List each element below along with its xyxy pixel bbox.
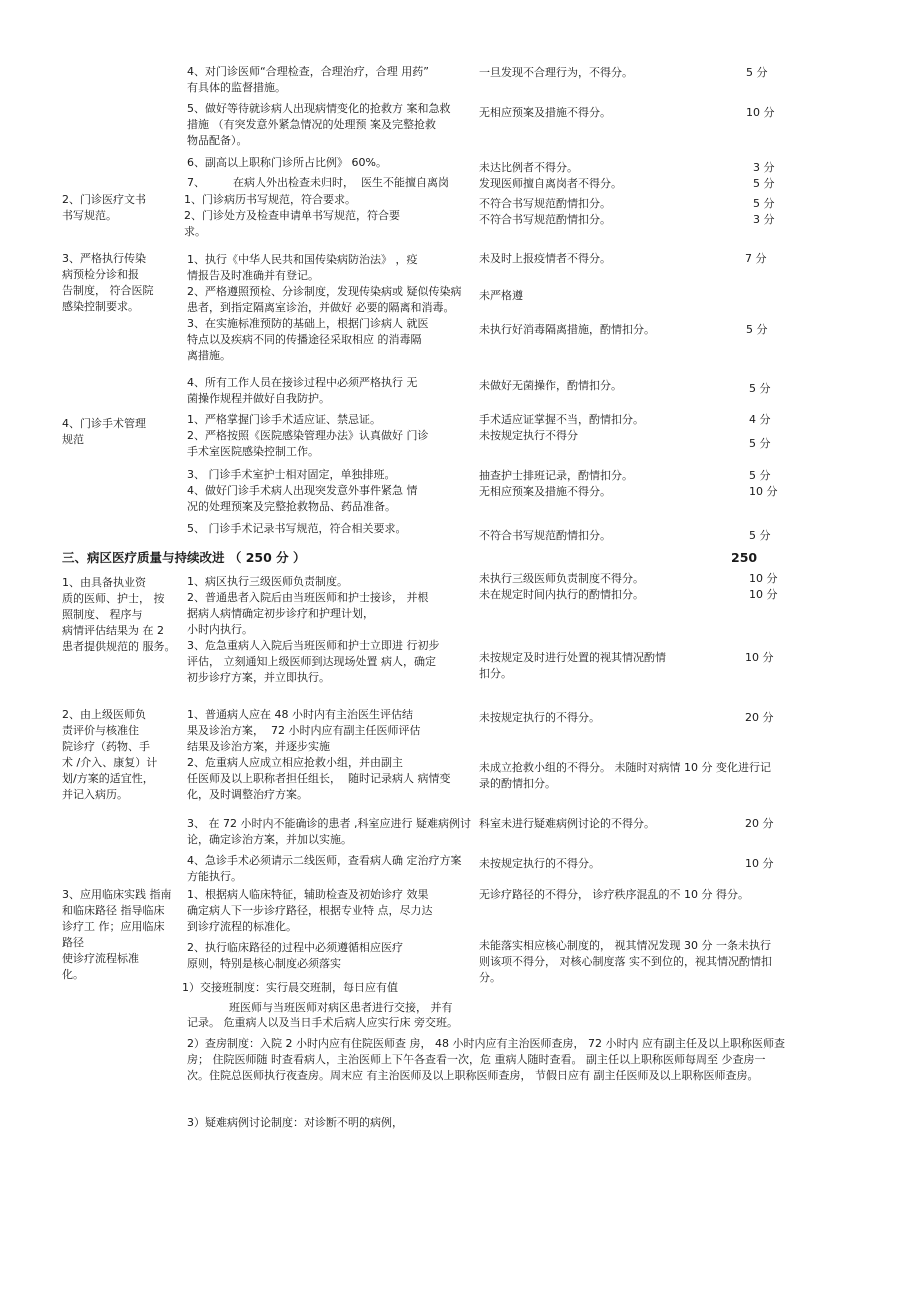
text-block-r19: 未严格遵 — [479, 289, 523, 302]
text-block-r06: 10 分 — [746, 106, 775, 119]
text-block-r52: 4、急诊手术必须请示二线医师，查看病人确 定治疗方案 方能执行。 — [187, 854, 462, 883]
text-block-r35: 5 分 — [749, 529, 771, 542]
text-block-r62: 记录。 危重病人以及当日手术后病人应实行床 旁交班。 — [187, 1016, 458, 1029]
text-block-r16: 1、执行《中华人民共和国传染病防治法》 ，疫 情报告及时准确并有登记。 2、严格遵照预检、分诊制度，发现传染病或 疑似传染病 患者，到指定隔离室诊治，并做好 必要的隔离和消毒。 3、在实施标准预防的基础上，根据门诊病人 就医 特点以及疾病不同的传播途径采取相应 的消毒隔 离措施。 — [187, 253, 462, 362]
text-block-r53: 未按规定执行的不得分。 — [479, 857, 600, 870]
text-block-r55: 3、应用临床实践 指南 和临床路径 指导临床 诊疗工 作；应用临床 路径 使诊疗流程标准 化。 — [62, 888, 172, 981]
text-block-r46: 未按规定执行的不得分。 — [479, 711, 600, 724]
text-block-r36: 三、病区医疗质量与持续改进 （ 250 分 ） — [62, 550, 306, 565]
text-block-r27: 手术适应证掌握不当，酌情扣分。 未按规定执行不得分 — [479, 413, 644, 442]
text-block-r08: 7、 在病人外出检查未归时， 医生不能擅自离岗 — [187, 176, 449, 189]
text-block-r18: 7 分 — [745, 252, 767, 265]
text-block-r25: 4、门诊手术管理 规范 — [62, 417, 146, 446]
text-block-r11: 2、门诊医疗文书 书写规范。 — [62, 193, 146, 222]
text-block-r51: 20 分 — [745, 817, 774, 830]
text-block-r32: 5 分 10 分 — [749, 469, 778, 498]
text-block-r57: 无诊疗路径的不得分， 诊疗秩序混乱的不 10 分 得分。 — [479, 888, 749, 901]
text-block-r34: 不符合书写规范酌情扣分。 — [479, 529, 611, 542]
text-block-r64: 3）疑难病例讨论制度：对诊断不明的病例， — [187, 1116, 403, 1129]
text-block-r24: 5 分 — [749, 382, 771, 395]
text-block-r05: 无相应预案及措施不得分。 — [479, 106, 611, 119]
text-block-r49: 3、 在 72 小时内不能确诊的患者 ,科室应进行 疑难病例讨 论，确定诊治方案，并加以实施。 — [187, 817, 471, 846]
text-block-r61: 班医师与当班医师对病区患者进行交接， 并有 — [229, 1001, 453, 1014]
text-block-r20: 未执行好消毒隔离措施，酌情扣分。 — [479, 323, 655, 336]
text-block-r44: 2、由上级医师负 责评价与核准住 院诊疗（药物、手 术 /介入、康复）计 划/方案的适宜性， 并记入病历。 — [62, 708, 158, 801]
text-block-r37: 250 — [731, 550, 758, 565]
text-block-r09: 未达比例者不得分。 发现医师擅自离岗者不得分。 — [479, 161, 622, 190]
text-block-r15: 3、严格执行传染 病预检分诊和报 告制度， 符合医院 感染控制要求。 — [62, 252, 154, 313]
text-block-r33: 5、 门诊手术记录书写规范，符合相关要求。 — [187, 522, 407, 535]
text-block-r39: 1、病区执行三级医师负责制度。 2、普通患者入院后由当班医师和护士接诊， 并根 据病人病情确定初步诊疗和护理计划， 小时内执行。 3、危急重病人入院后当班医师和护士立即进 行初步 评估， 立刻通知上级医师到达现场处置 病人，确定 初步诊疗方案，并立即执行。 — [187, 575, 440, 684]
text-block-r02: 一旦发现不合理行为，不得分。 — [479, 66, 633, 79]
text-block-r21: 5 分 — [746, 323, 768, 336]
text-block-r41: 10 分 10 分 — [749, 572, 778, 601]
text-block-r38: 1、由具备执业资 质的医师、护士， 按 照制度、 程序与 病情评估结果为 在 2 患者提供规范的 服务。 — [62, 576, 176, 653]
text-block-r22: 4、所有工作人员在接诊过程中必须严格执行 无 菌操作规程并做好自我防护。 — [187, 376, 418, 405]
text-block-r03: 5 分 — [746, 66, 768, 79]
text-block-r23: 未做好无菌操作，酌情扣分。 — [479, 379, 622, 392]
text-block-r50: 科室未进行疑难病例讨论的不得分。 — [479, 817, 655, 830]
text-block-r10: 3 分 5 分 — [753, 161, 775, 190]
text-block-r60: 1）交接班制度：实行晨交班制，每日应有值 — [182, 981, 398, 994]
text-block-r45: 1、普通病人应在 48 小时内有主治医生评估结 果及诊治方案， 72 小时内应有副主任医师评估 结果及诊治方案，并逐步实施 2、危重病人应成立相应抢救小组，并由副主 任医师及以上职称者担任组长， 随时记录病人 病情变 化，及时调整治疗方案。 — [187, 708, 451, 801]
text-block-r17: 未及时上报疫情者不得分。 — [479, 252, 611, 265]
text-block-r01: 4、对门诊医师“合理检查，合理治疗，合理 用药” 有具体的监督措施。 — [187, 65, 429, 94]
text-block-r14: 5 分 3 分 — [753, 197, 775, 226]
text-block-r56: 1、根据病人临床特征，辅助检查及初始诊疗 效果 确定病人下一步诊疗路径，根据专业特 点，尽力达 到诊疗流程的标准化。 — [187, 888, 433, 933]
text-block-r26: 1、严格掌握门诊手术适应证、禁忌证。 2、严格按照《医院感染管理办法》认真做好 门诊 手术室医院感染控制工作。 — [187, 413, 429, 458]
text-block-r13: 不符合书写规范酌情扣分。 不符合书写规范酌情扣分。 — [479, 197, 611, 226]
text-block-r63: 2）查房制度：入院 2 小时内应有住院医师查 房， 48 小时内应有主治医师查房， 72 小时内 应有副主任及以上职称医师查房； 住院医师随 时查看病人，主治医师上下午各查看一次，危 重病人随时查看。 副主任以上职称医师每周至 少查房一次。住院总医师执行夜查房。周末应 有主治医师及以上职称医师查房， 节假日应有 副主任医师及以上职称医师查房。 — [187, 1037, 785, 1082]
text-block-r40: 未执行三级医师负责制度不得分。 未在规定时间内执行的酌情扣分。 — [479, 572, 644, 601]
text-block-r04: 5、做好等待就诊病人出现病情变化的抢救方 案和急救 措施 （有突发意外紧急情况的处理预 案及完整抢救 物品配备）。 — [187, 102, 451, 147]
text-block-r48: 未成立抢救小组的不得分。 未随时对病情 10 分 变化进行记 录的酌情扣分。 — [479, 761, 771, 790]
text-block-r47: 20 分 — [745, 711, 774, 724]
text-block-r12: 1、门诊病历书写规范，符合要求。 2、门诊处方及检查申请单书写规范，符合要 求。 — [184, 193, 400, 238]
text-block-r28: 4 分 — [749, 413, 771, 426]
text-block-r30: 3、 门诊手术室护士相对固定，单独排班。 4、做好门诊手术病人出现突发意外事件紧急 情 况的处理预案及完整抢救物品、药品准备。 — [187, 468, 418, 513]
text-block-r43: 10 分 — [745, 651, 774, 664]
text-block-r31: 抽查护士排班记录，酌情扣分。 无相应预案及措施不得分。 — [479, 469, 633, 498]
text-block-r42: 未按规定及时进行处置的视其情况酌情 扣分。 — [479, 651, 666, 680]
text-block-r59: 未能落实相应核心制度的， 视其情况发现 30 分 一条未执行 则该项不得分， 对核心制度落 实不到位的，视其情况酌情扣 分。 — [479, 939, 772, 984]
text-block-r07: 6、副高以上职称门诊所占比例》 60%。 — [187, 156, 387, 169]
text-block-r58: 2、执行临床路径的过程中必须遵循相应医疗 原则，特别是核心制度必须落实 — [187, 941, 403, 970]
text-block-r54: 10 分 — [745, 857, 774, 870]
text-block-r29: 5 分 — [749, 437, 771, 450]
